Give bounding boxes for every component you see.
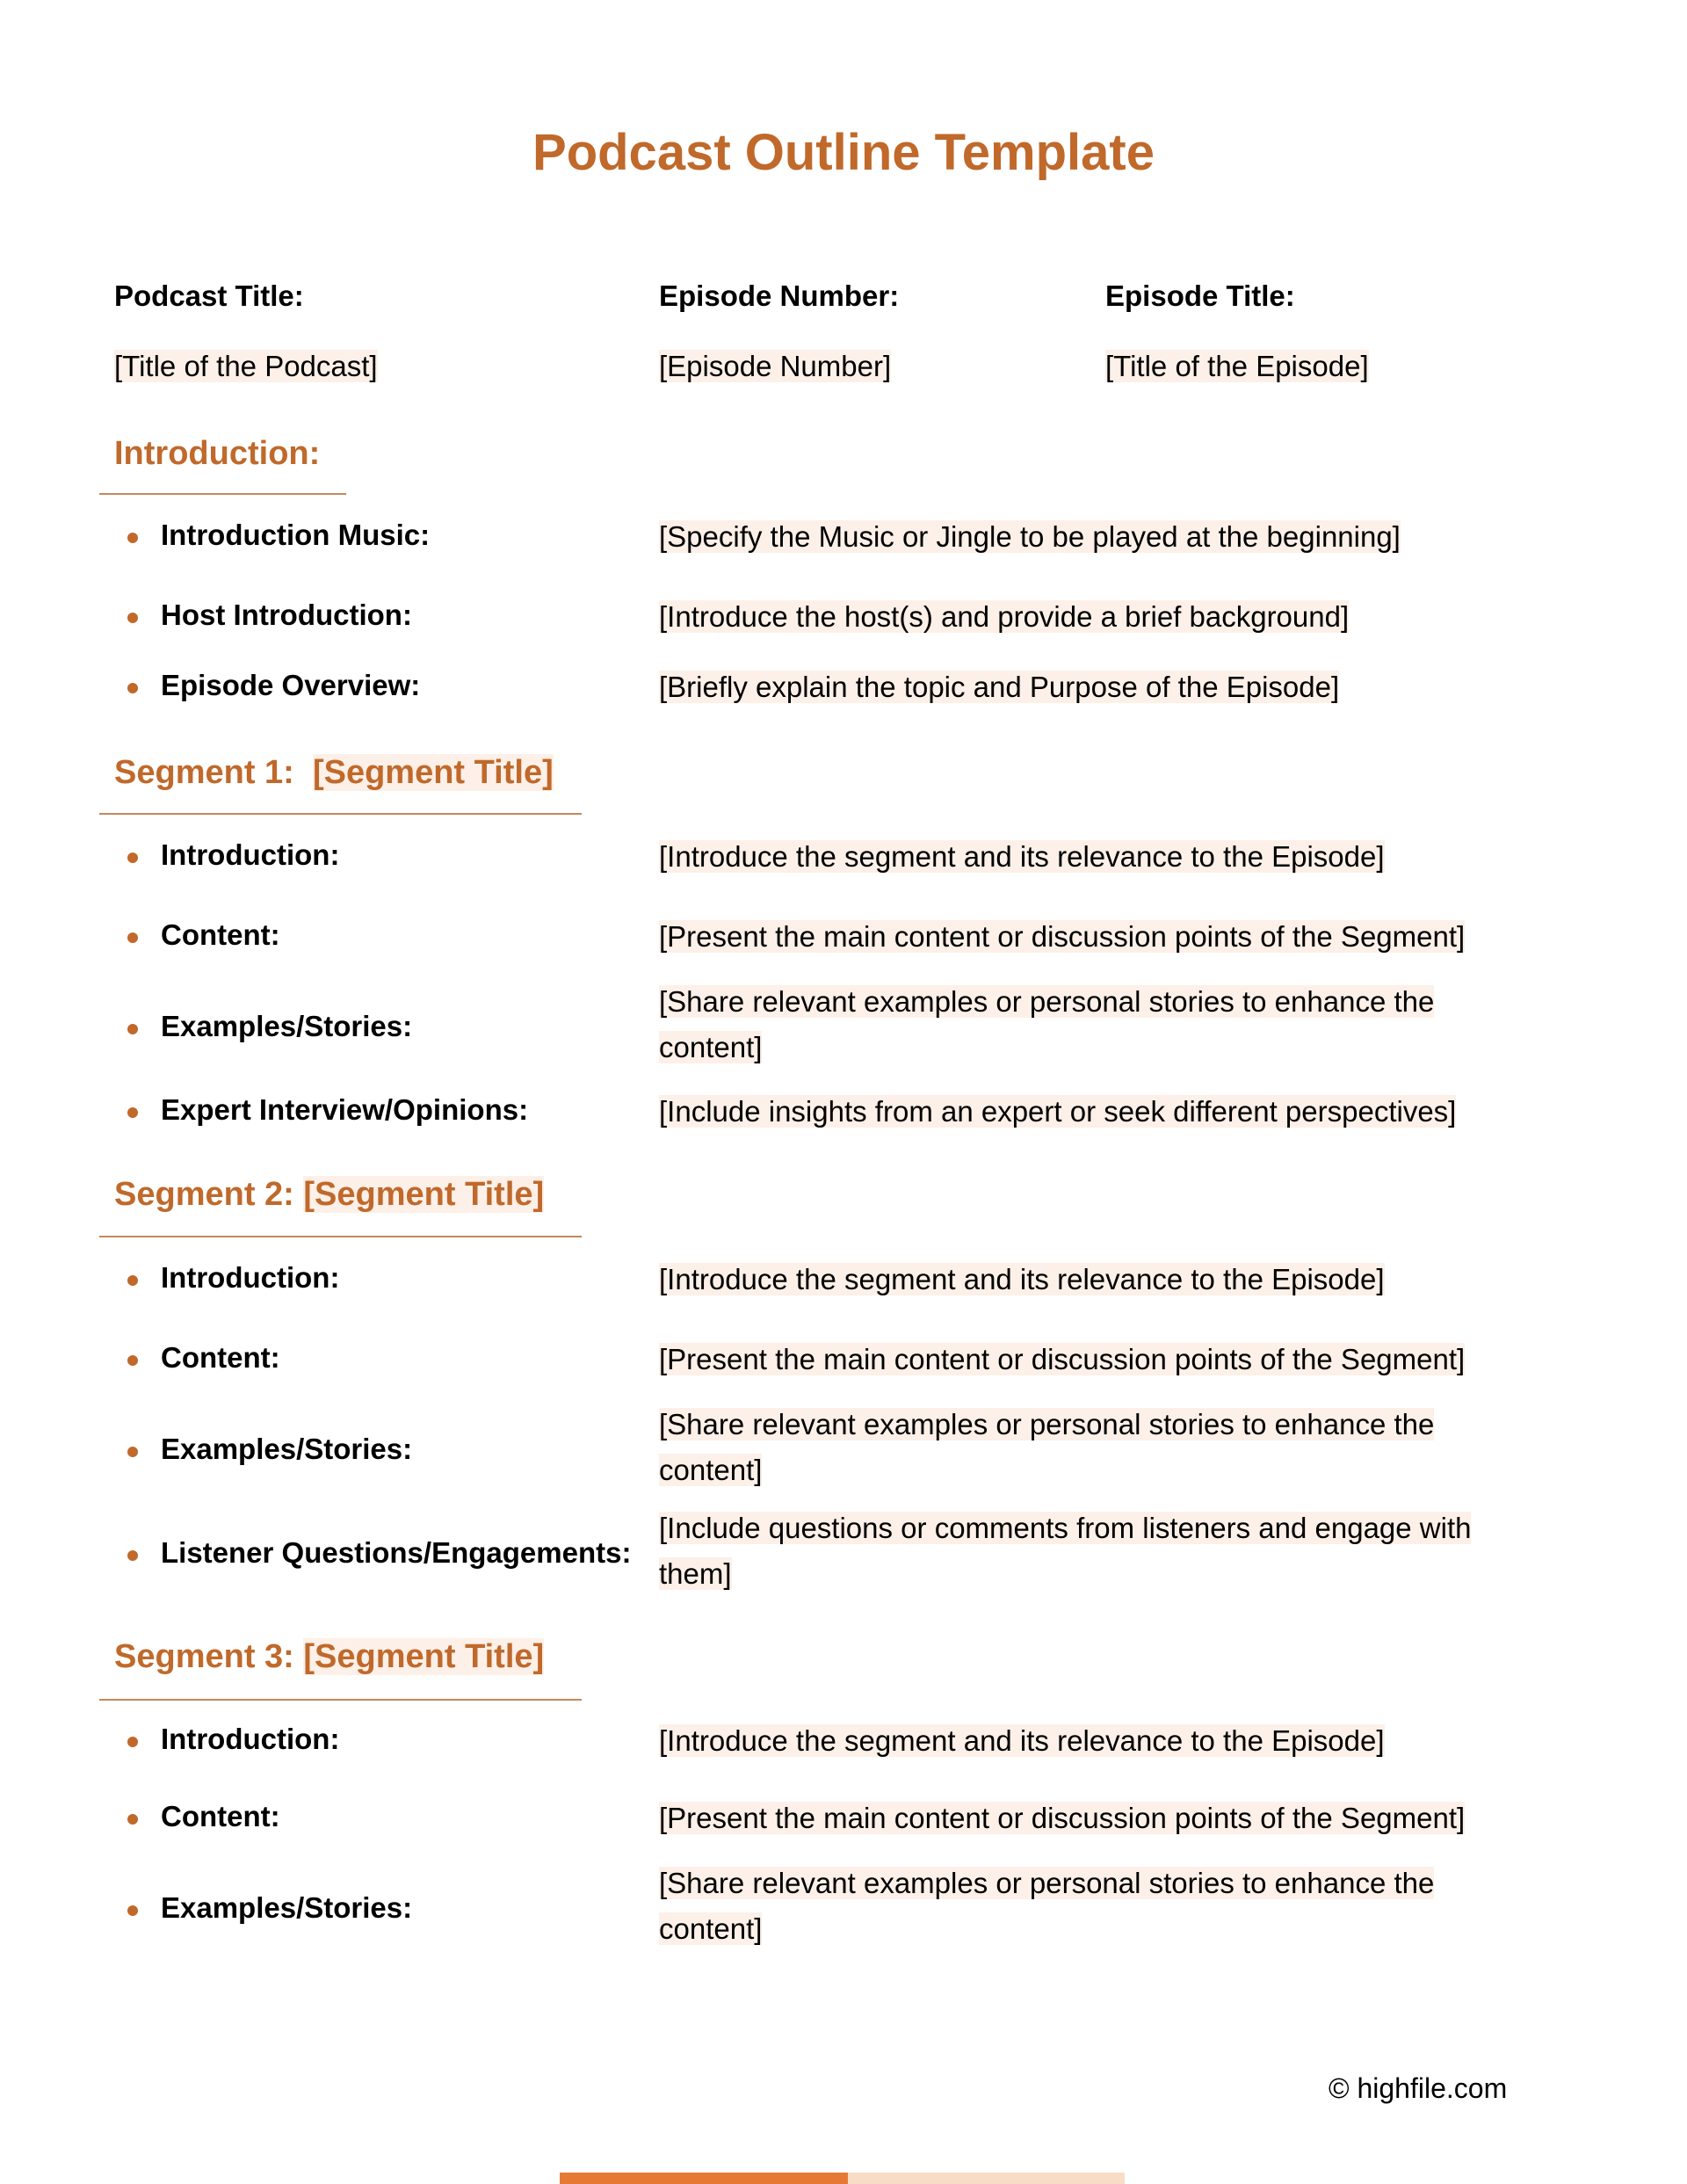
episode-title-label: Episode Title: [1105, 279, 1295, 312]
item-value[interactable]: [Present the main content or discussion points of the Segment] [659, 1802, 1466, 1834]
section-title-text: Introduction: [114, 435, 321, 472]
item-value[interactable]: [Introduce the host(s) and provide a brief background] [659, 600, 1350, 633]
segment-title-placeholder[interactable]: [Segment Title] [303, 1638, 545, 1675]
bullet-icon [127, 1737, 138, 1747]
item-label: Listener Questions/Engagements: [161, 1536, 632, 1569]
copyright-footer: © highfile.com [1329, 2072, 1508, 2104]
section-title-introduction [114, 435, 320, 473]
item-label: Expert Interview/Opinions: [161, 1093, 529, 1126]
footer-bar-light [848, 2173, 1125, 2184]
bullet-icon [127, 533, 138, 543]
item-label: Introduction: [161, 1723, 340, 1755]
item-label: Content: [161, 918, 280, 951]
podcast-title-value[interactable]: [Title of the Podcast] [114, 350, 378, 382]
item-value[interactable]: [Present the main content or discussion points of the Segment] [659, 1343, 1466, 1375]
bullet-icon [127, 1447, 138, 1457]
bullet-icon [127, 1814, 138, 1825]
item-value[interactable]: [Introduce the segment and its relevance to the Episode] [659, 840, 1385, 873]
item-value[interactable]: [Introduce the segment and its relevance to the Episode] [659, 1263, 1385, 1295]
item-label: Host Introduction: [161, 599, 412, 631]
bullet-icon [127, 1905, 138, 1916]
document-title: Podcast Outline Template [532, 124, 1155, 181]
bullet-icon [127, 1275, 138, 1286]
item-value[interactable]: [Briefly explain the topic and Purpose of the Episode] [659, 671, 1340, 703]
item-value[interactable]: [Present the main content or discussion points of the Segment] [659, 920, 1466, 953]
item-value[interactable]: [Introduce the segment and its relevance to the Episode] [659, 1724, 1385, 1757]
episode-number-value[interactable]: [Episode Number] [659, 350, 892, 382]
section-divider [99, 1236, 582, 1237]
bullet-icon [127, 613, 138, 623]
section-title-text: Segment 2: [114, 1176, 294, 1213]
segment-title-placeholder[interactable]: [Segment Title] [312, 754, 554, 791]
item-label: Examples/Stories: [161, 1891, 413, 1924]
item-label: Introduction Music: [161, 519, 431, 551]
section-title-text: Segment 3: [114, 1638, 294, 1675]
bullet-icon [127, 932, 138, 943]
item-value[interactable]: [Share relevant examples or personal stories to enhance the content] [659, 985, 1435, 1063]
bullet-icon [127, 1107, 138, 1118]
item-label: Introduction: [161, 1261, 340, 1294]
podcast-title-label: Podcast Title: [114, 279, 304, 312]
bullet-icon [127, 853, 138, 863]
item-value[interactable]: [Share relevant examples or personal stories to enhance the content] [659, 1408, 1435, 1486]
section-title-segment-2 [114, 1176, 544, 1214]
item-value[interactable]: [Include insights from an expert or seek different perspectives] [659, 1095, 1457, 1128]
episode-number-label: Episode Number: [659, 279, 900, 312]
segment-title-placeholder[interactable]: [Segment Title] [303, 1176, 545, 1213]
item-label: Examples/Stories: [161, 1010, 413, 1042]
item-label: Examples/Stories: [161, 1433, 413, 1465]
section-title-text: Segment 1: [114, 754, 294, 791]
item-label: Episode Overview: [161, 669, 421, 701]
section-divider [99, 493, 346, 495]
bullet-icon [127, 1550, 138, 1561]
item-value[interactable]: [Specify the Music or Jingle to be played at the beginning] [659, 520, 1401, 553]
item-label: Content: [161, 1800, 280, 1832]
footer-bar-dark [560, 2173, 848, 2184]
section-title-segment-1 [114, 754, 554, 792]
item-label: Introduction: [161, 838, 340, 871]
bullet-icon [127, 683, 138, 693]
section-divider [99, 1699, 582, 1701]
item-value[interactable]: [Share relevant examples or personal stories to enhance the content] [659, 1867, 1435, 1945]
item-label: Content: [161, 1341, 280, 1374]
section-divider [99, 813, 582, 815]
section-title-segment-3 [114, 1638, 544, 1676]
item-value[interactable]: [Include questions or comments from listeners and engage with them] [659, 1512, 1472, 1590]
bullet-icon [127, 1355, 138, 1366]
bullet-icon [127, 1024, 138, 1034]
episode-title-value[interactable]: [Title of the Episode] [1105, 350, 1369, 382]
